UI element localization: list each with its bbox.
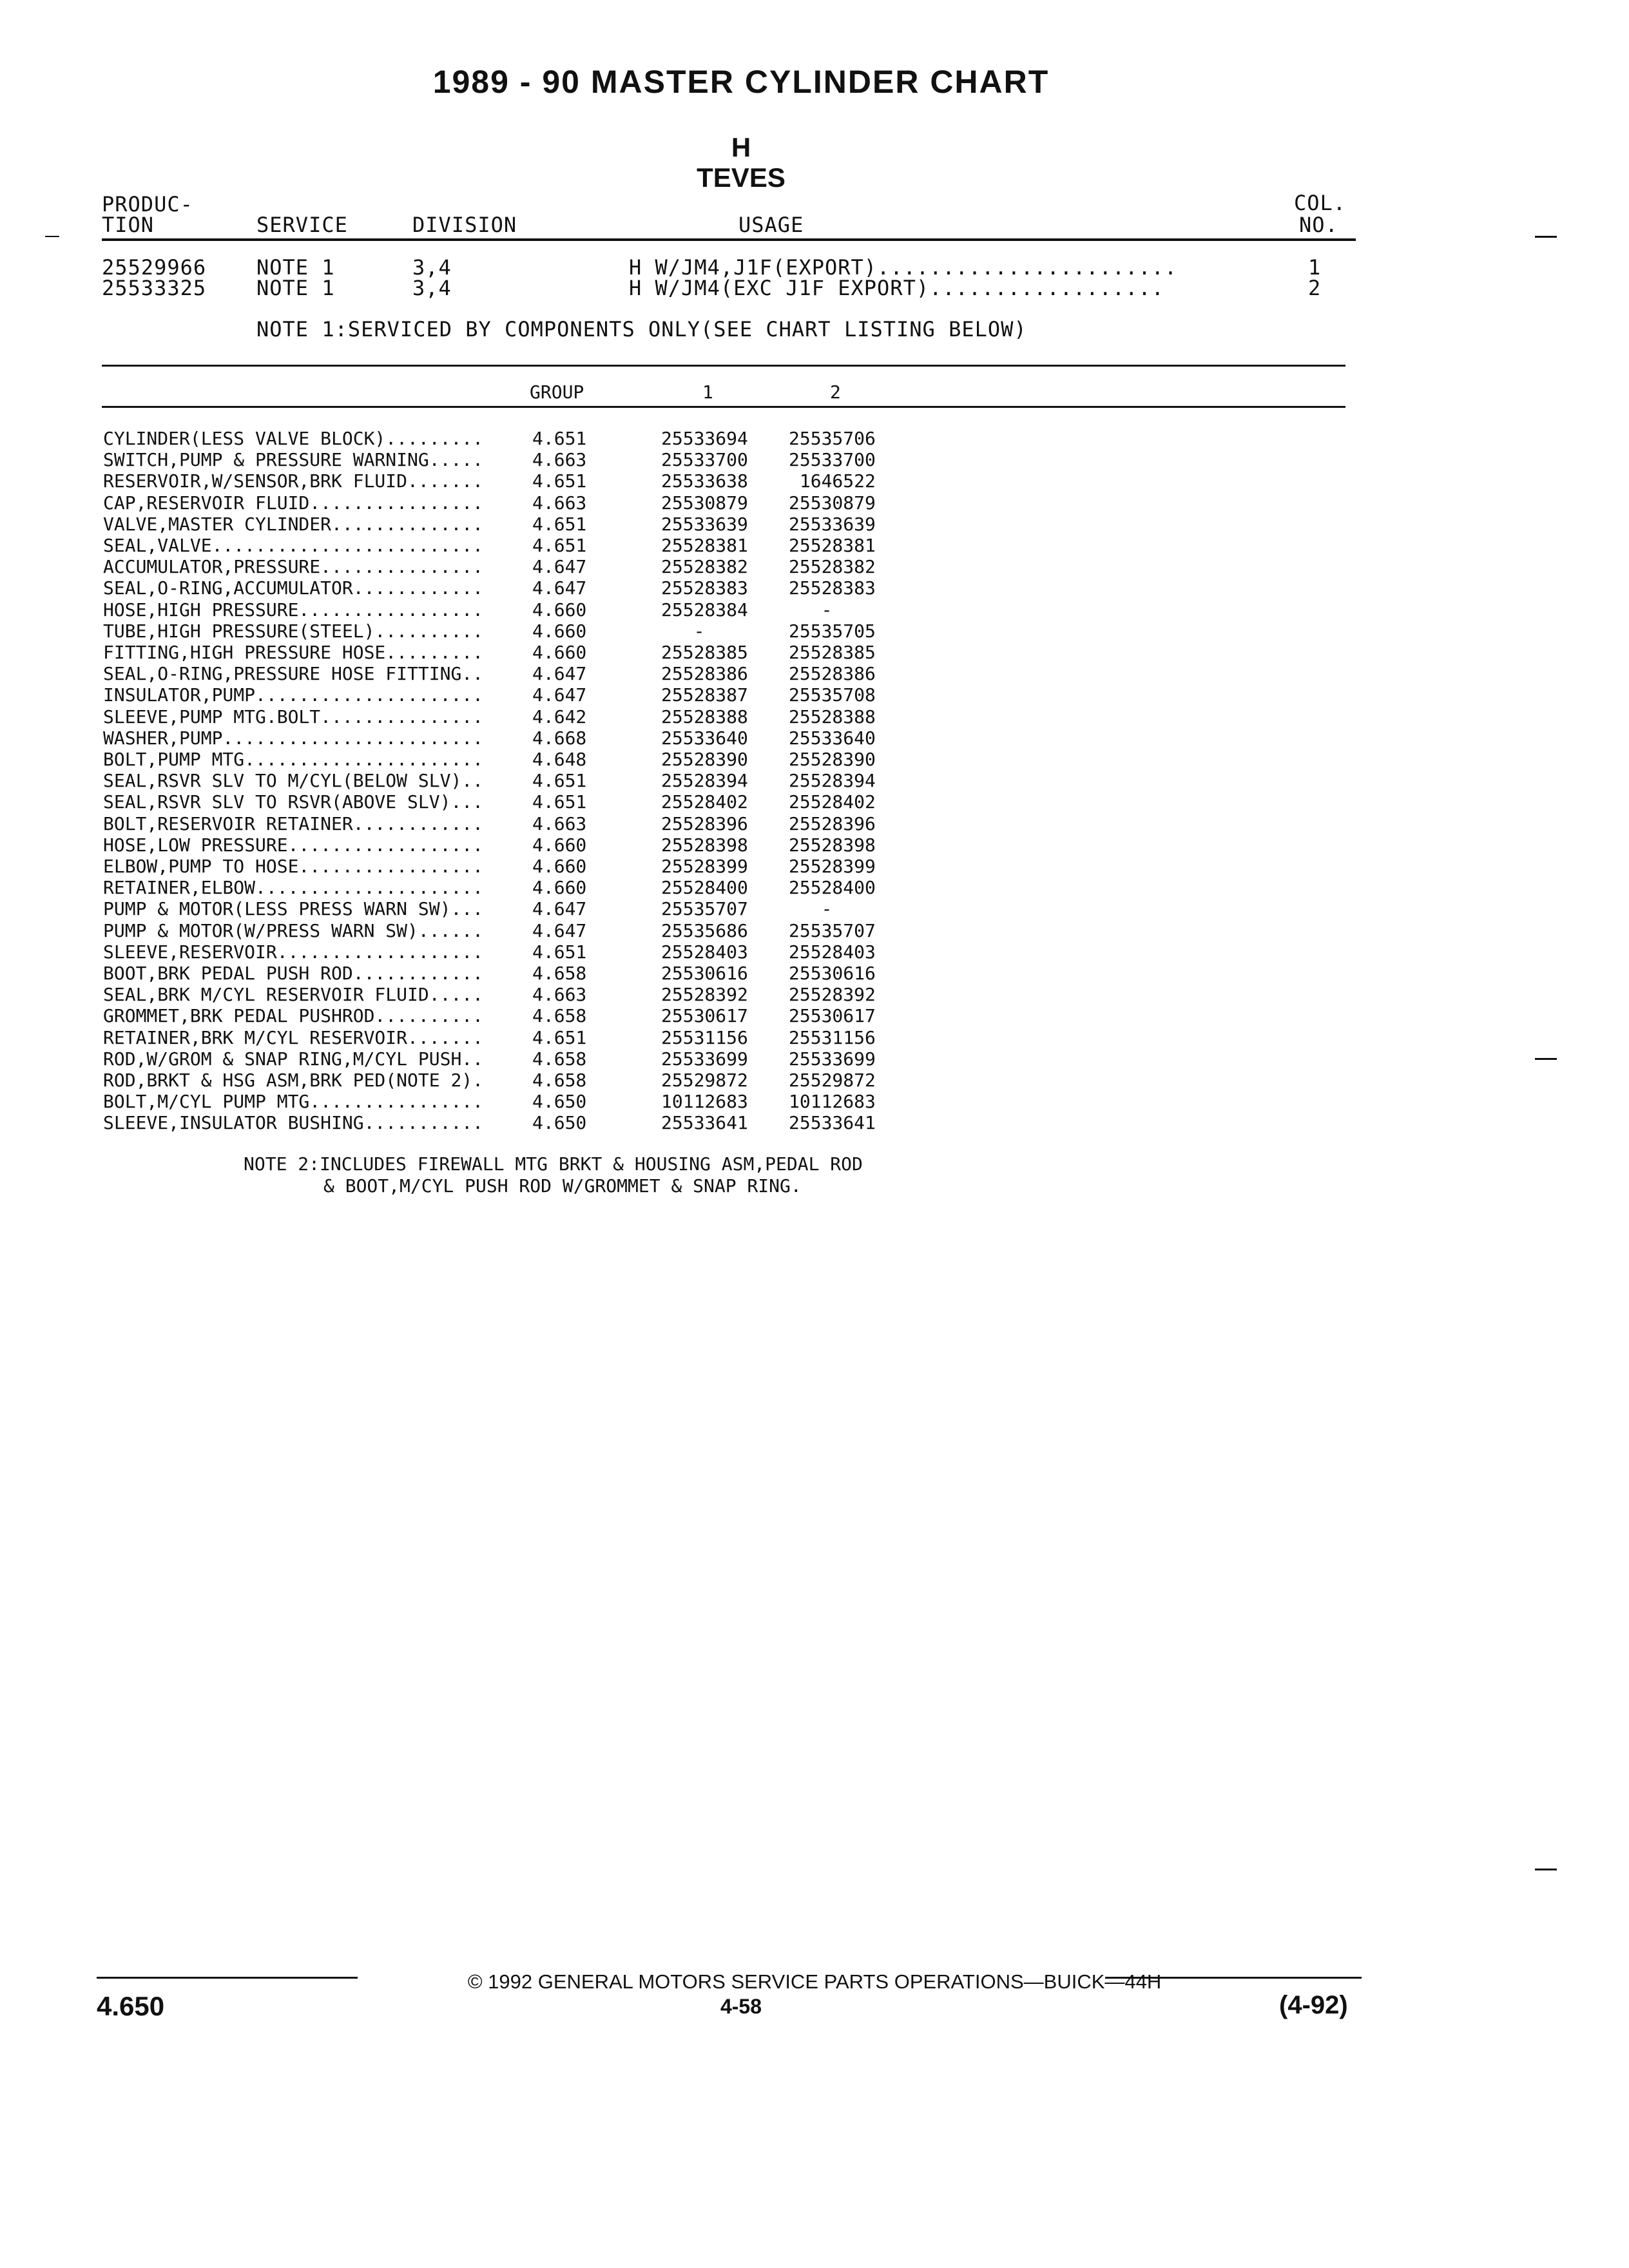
parts-row	[0, 791, 1629, 812]
parts-header-col1: 1	[702, 381, 713, 403]
part-number-col2: 25528382	[789, 556, 876, 578]
part-description: ROD,W/GROM & SNAP RING,M/CYL PUSH..	[103, 1048, 484, 1070]
note-2-line1: NOTE 2:INCLUDES FIREWALL MTG BRKT & HOUSING ASM,PEDAL ROD	[244, 1153, 863, 1175]
part-group: 4.660	[532, 620, 587, 642]
part-description: ACCUMULATOR,PRESSURE...............	[103, 556, 484, 578]
parts-row	[0, 1091, 1629, 1112]
part-number-col2: 25533640	[789, 727, 876, 749]
part-description: HOSE,HIGH PRESSURE.................	[103, 599, 484, 620]
usage-value: H W/JM4(EXC J1F EXPORT)..................	[629, 276, 1164, 300]
part-number-col1: 10112683	[661, 1091, 748, 1113]
part-description: TUBE,HIGH PRESSURE(STEEL)..........	[103, 620, 484, 642]
part-description: SLEEVE,PUMP MTG.BOLT...............	[103, 706, 484, 727]
part-description: ROD,BRKT & HSG ASM,BRK PED(NOTE 2).	[103, 1070, 484, 1091]
part-number-col1: 25528396	[661, 812, 748, 834]
part-number-col2: 25535705	[789, 620, 876, 642]
part-description: RETAINER,ELBOW.....................	[103, 877, 484, 899]
part-description: SEAL,BRK M/CYL RESERVOIR FLUID.....	[103, 984, 484, 1006]
part-number-col1: 25528399	[661, 856, 748, 877]
parts-row	[0, 535, 1629, 556]
footer-page-number: 4-58	[720, 1995, 762, 2018]
part-number-col2: -	[789, 898, 833, 920]
part-group: 4.642	[532, 706, 587, 727]
parts-top-rule	[102, 365, 1345, 367]
part-group: 4.663	[532, 492, 587, 514]
part-description: FITTING,HIGH PRESSURE HOSE.........	[103, 642, 484, 663]
part-number-col2: 25528400	[789, 877, 876, 899]
part-group: 4.651	[532, 770, 587, 792]
part-number-col2: 25528392	[789, 984, 876, 1006]
part-description: ELBOW,PUMP TO HOSE.................	[103, 856, 484, 877]
part-description: SEAL,RSVR SLV TO RSVR(ABOVE SLV)...	[103, 791, 484, 813]
service-value: NOTE 1	[256, 255, 335, 280]
part-number-col1: 25528388	[661, 706, 748, 727]
footer-copyright: © 1992 GENERAL MOTORS SERVICE PARTS OPERATIONS—BUICK—44H	[467, 1970, 1162, 1993]
division-value: 3,4	[412, 255, 452, 280]
part-group: 4.660	[532, 599, 587, 620]
part-description: PUMP & MOTOR(W/PRESS WARN SW)......	[103, 919, 484, 941]
part-group: 4.651	[532, 535, 587, 556]
part-number-col2: 25528385	[789, 642, 876, 663]
part-group: 4.658	[532, 1005, 587, 1027]
part-number-col1: 25528400	[661, 877, 748, 899]
part-number-col1: 25529872	[661, 1070, 748, 1091]
production-number: 25529966	[102, 255, 207, 280]
part-number-col2: 25528402	[789, 791, 876, 813]
part-description: HOSE,LOW PRESSURE..................	[103, 834, 484, 856]
parts-row	[0, 856, 1629, 877]
part-group: 4.660	[532, 856, 587, 877]
margin-mark	[45, 236, 59, 237]
part-number-col2: 25528399	[789, 856, 876, 877]
part-description: PUMP & MOTOR(LESS PRESS WARN SW)...	[103, 898, 484, 920]
part-group: 4.663	[532, 812, 587, 834]
part-group: 4.651	[532, 470, 587, 492]
parts-row	[0, 706, 1629, 727]
part-group: 4.647	[532, 898, 587, 920]
part-description: VALVE,MASTER CYLINDER..............	[103, 513, 484, 535]
header-production-line1: PRODUC-	[102, 192, 193, 216]
part-number-col2: 25535708	[789, 684, 876, 706]
header-col-line1: COL.	[1294, 191, 1347, 215]
part-group: 4.658	[532, 963, 587, 984]
part-number-col2: 25529872	[789, 1070, 876, 1091]
margin-mark	[1535, 1869, 1557, 1870]
part-group: 4.668	[532, 727, 587, 749]
part-description: CAP,RESERVOIR FLUID................	[103, 492, 484, 514]
part-description: BOLT,M/CYL PUMP MTG................	[103, 1091, 484, 1113]
part-description: SEAL,VALVE.........................	[103, 535, 484, 556]
part-number-col2: 25530616	[789, 963, 876, 984]
parts-row	[0, 599, 1629, 620]
division-value: 3,4	[412, 276, 452, 300]
parts-row	[0, 1112, 1629, 1133]
header-usage: USAGE	[738, 213, 804, 237]
part-number-col1: 25533640	[661, 727, 748, 749]
part-group: 4.647	[532, 556, 587, 578]
production-number: 25533325	[102, 276, 207, 300]
part-description: CYLINDER(LESS VALVE BLOCK).........	[103, 428, 484, 449]
part-description: GROMMET,BRK PEDAL PUSHROD..........	[103, 1005, 484, 1027]
part-number-col2: 25528390	[789, 749, 876, 770]
part-number-col2: 25528386	[789, 663, 876, 685]
parts-row	[0, 813, 1629, 834]
part-group: 4.658	[532, 1048, 587, 1070]
part-number-col2: 1646522	[789, 470, 876, 492]
parts-header-rule	[102, 406, 1345, 408]
part-number-col1: 25530616	[661, 963, 748, 984]
part-number-col2: 25535707	[789, 919, 876, 941]
part-description: RESERVOIR,W/SENSOR,BRK FLUID.......	[103, 470, 484, 492]
parts-row	[0, 834, 1629, 856]
parts-row	[0, 920, 1629, 941]
parts-row	[0, 941, 1629, 963]
service-value: NOTE 1	[256, 276, 335, 300]
parts-row	[0, 577, 1629, 599]
parts-row	[0, 684, 1629, 706]
parts-row	[0, 1027, 1629, 1048]
part-group: 4.651	[532, 791, 587, 813]
part-number-col1: 25530617	[661, 1005, 748, 1027]
part-group: 4.660	[532, 834, 587, 856]
part-group: 4.650	[532, 1112, 587, 1134]
part-number-col2: 25530879	[789, 492, 876, 514]
part-number-col2: 25535706	[789, 428, 876, 449]
part-number-col1: 25528403	[661, 941, 748, 963]
part-description: SEAL,O-RING,ACCUMULATOR............	[103, 577, 484, 599]
part-number-col2: 25528398	[789, 834, 876, 856]
part-number-col2: -	[789, 599, 833, 620]
part-description: SWITCH,PUMP & PRESSURE WARNING.....	[103, 449, 484, 471]
parts-row	[0, 556, 1629, 577]
part-number-col2: 25528394	[789, 770, 876, 792]
part-number-col1: 25533641	[661, 1112, 748, 1134]
part-number-col1: 25528385	[661, 642, 748, 663]
part-group: 4.663	[532, 984, 587, 1006]
part-number-col1: -	[661, 620, 705, 642]
parts-row	[0, 663, 1629, 684]
parts-row	[0, 770, 1629, 791]
part-description: SLEEVE,RESERVOIR...................	[103, 941, 484, 963]
part-group: 4.647	[532, 663, 587, 685]
part-group: 4.647	[532, 919, 587, 941]
parts-row	[0, 1005, 1629, 1026]
part-number-col1: 25528387	[661, 684, 748, 706]
parts-row	[0, 514, 1629, 535]
header-service: SERVICE	[256, 213, 348, 237]
part-description: BOLT,RESERVOIR RETAINER............	[103, 812, 484, 834]
part-description: BOLT,PUMP MTG......................	[103, 749, 484, 770]
part-description: SLEEVE,INSULATOR BUSHING...........	[103, 1112, 484, 1134]
parts-row	[0, 749, 1629, 770]
parts-row	[0, 877, 1629, 898]
part-number-col2: 25528396	[789, 812, 876, 834]
part-number-col1: 25533639	[661, 513, 748, 535]
part-number-col2: 25531156	[789, 1026, 876, 1048]
part-group: 4.647	[532, 577, 587, 599]
part-group: 4.647	[532, 684, 587, 706]
part-number-col2: 25528388	[789, 706, 876, 727]
col-number: 1	[1308, 255, 1322, 280]
part-group: 4.648	[532, 749, 587, 770]
parts-row	[0, 727, 1629, 749]
parts-row	[0, 1048, 1629, 1070]
part-group: 4.651	[532, 941, 587, 963]
part-number-col1: 25535707	[661, 898, 748, 920]
header-production-line2: TION	[102, 213, 155, 237]
part-number-col2: 10112683	[789, 1091, 876, 1113]
note-1: NOTE 1:SERVICED BY COMPONENTS ONLY(SEE CHART LISTING BELOW)	[256, 317, 1027, 341]
part-group: 4.651	[532, 513, 587, 535]
part-number-col2: 25533699	[789, 1048, 876, 1070]
part-description: BOOT,BRK PEDAL PUSH ROD............	[103, 963, 484, 984]
page-title: 1989 - 90 MASTER CYLINDER CHART	[432, 64, 1050, 100]
part-group: 4.660	[532, 877, 587, 899]
footer-group-number: 4.650	[97, 1991, 165, 2021]
parts-row	[0, 898, 1629, 919]
part-number-col1: 25533694	[661, 428, 748, 449]
parts-row	[0, 642, 1629, 663]
parts-row	[0, 963, 1629, 984]
margin-mark	[1535, 236, 1557, 238]
part-group: 4.658	[532, 1070, 587, 1091]
part-number-col2: 25528383	[789, 577, 876, 599]
part-description: INSULATOR,PUMP.....................	[103, 684, 484, 706]
margin-mark	[1535, 1058, 1557, 1060]
part-number-col2: 25533641	[789, 1112, 876, 1134]
part-description: RETAINER,BRK M/CYL RESERVOIR.......	[103, 1026, 484, 1048]
header-rule	[102, 238, 1356, 241]
parts-row	[0, 984, 1629, 1005]
part-number-col1: 25528398	[661, 834, 748, 856]
part-number-col1: 25528394	[661, 770, 748, 792]
part-description: SEAL,RSVR SLV TO M/CYL(BELOW SLV)..	[103, 770, 484, 792]
part-number-col1: 25533638	[661, 470, 748, 492]
parts-row	[0, 449, 1629, 470]
note-2-line2: & BOOT,M/CYL PUSH ROD W/GROMMET & SNAP RING.	[323, 1175, 802, 1196]
part-number-col2: 25528381	[789, 535, 876, 556]
part-number-col1: 25528402	[661, 791, 748, 813]
part-number-col1: 25528386	[661, 663, 748, 685]
col-number: 2	[1308, 276, 1322, 300]
part-number-col1: 25530879	[661, 492, 748, 514]
part-number-col2: 25533700	[789, 449, 876, 471]
part-number-col1: 25533699	[661, 1048, 748, 1070]
part-number-col1: 25528382	[661, 556, 748, 578]
part-group: 4.650	[532, 1091, 587, 1113]
part-group: 4.651	[532, 1026, 587, 1048]
part-number-col1: 25533700	[661, 449, 748, 471]
parts-header-col2: 2	[830, 381, 841, 403]
part-number-col1: 25528381	[661, 535, 748, 556]
part-number-col1: 25528390	[661, 749, 748, 770]
parts-header-group: GROUP	[530, 381, 584, 403]
footer-date: (4-92)	[1279, 1991, 1348, 2019]
part-number-col2: 25530617	[789, 1005, 876, 1027]
parts-row	[0, 492, 1629, 514]
chart-manufacturer: TEVES	[697, 162, 786, 193]
part-description: SEAL,O-RING,PRESSURE HOSE FITTING..	[103, 663, 484, 685]
part-number-col1: 25528392	[661, 984, 748, 1006]
part-group: 4.651	[532, 428, 587, 449]
usage-value: H W/JM4,J1F(EXPORT).......................	[629, 255, 1178, 280]
parts-row	[0, 470, 1629, 492]
header-division: DIVISION	[412, 213, 517, 237]
parts-row	[0, 1070, 1629, 1091]
chart-code: H	[731, 132, 751, 162]
part-description: WASHER,PUMP........................	[103, 727, 484, 749]
part-group: 4.660	[532, 642, 587, 663]
part-number-col1: 25535686	[661, 919, 748, 941]
part-number-col2: 25533639	[789, 513, 876, 535]
parts-row	[0, 620, 1629, 642]
header-col-line2: NO.	[1299, 213, 1338, 237]
part-number-col1: 25528384	[661, 599, 748, 620]
parts-row	[0, 428, 1629, 449]
part-number-col1: 25531156	[661, 1026, 748, 1048]
part-number-col1: 25528383	[661, 577, 748, 599]
part-group: 4.663	[532, 449, 587, 471]
part-number-col2: 25528403	[789, 941, 876, 963]
